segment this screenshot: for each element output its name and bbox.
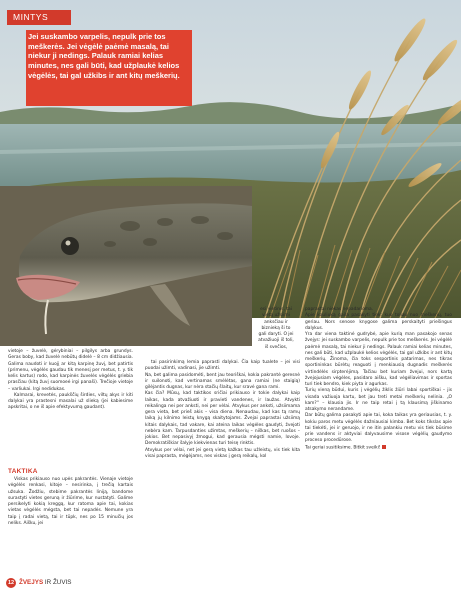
section-tag: MINTYS <box>7 10 71 25</box>
subheading-taktika: TAKTIKA <box>8 468 38 475</box>
text-column-left <box>8 349 133 412</box>
magazine-name <box>19 579 72 587</box>
intro-text: Jei suskambo varpelis, nepulk prie tos meškerės. Jei vėgėlė paėmė masalą, tai niekur ji nedings. Palauk ramiai kelias minutes, nes gali būti, kad užplaukė kelios vėgėlės, tai gal užkibs ir ant kitų meškerių. <box>28 32 180 80</box>
magazine-suffix: IR ŽUVIS <box>43 579 72 586</box>
article-end-mark <box>382 445 386 449</box>
text-column-right <box>305 307 452 451</box>
paragraph: paprastai niekas nepadarioma. Apie kauliuką gaila pasakyti tiek: kuo toliau nuo meškerių, tuo geriau. Nors senose knygose galima perskaityti priešingus dalykus. Yra dar viena taktinė gudrybė, apie kurią man pasakojo senas žvejys: jei suskambo varpelis, nepulk prie tos meškerės. Jei vėgėlė paėmė masalą, tai niekur ji nedings. Palauk ramiai kelias minutes, nes gali būti, kad užplaukė kelios vėgėlės, tai gal užkibs ir ant kitų meškerių. Žinoma, čia toks sesportinis patarimas, nes tikras sportininkas būrėtų reaguoti į menkiausią dugnadis meškerės virtindėlės sirpterėjimą. Tačiau bet kuriam žvejui, nors kartą žvejojusiam vėgėles, pasidaro aišku, kad vėgėliavimas ir sportas turi tiek bendro, kiek piyta ir agurkas. Turių vieną būdui, kuris į vėgėlių žiklis žiūri labai sportiškai – jis visada važiuoja kartu, bet jau treti metai meškerių nelinia. „O kam?“ – klausia jis. Ir ne taip retai į tą klausimą jiškinamo atsakymo nerandame. Dar būtų galima pasakyti apie tai, koka taikas yra geriausias, t. y. kokiu paros metu vėgėlės dažniausiai kimba. Bet koks tikslas apie tai tiekėti, jei ir geruojo, ir ne itin palankiu metu vis tiek būsime prie vandens ir aktyviai dalyvausime visose vėgėlių gaudymo proceso procedūrose. Tai geriai susitiksime. Bitkit sveiki! <box>305 307 452 450</box>
text-column-middle-top: esi vietinis, tai vietą užsiimi anksčiau ir biznieką ši to gali daryti. O jei atvažiuoji iš toli, iš svečios, <box>258 307 294 350</box>
burbot-fish-photo <box>0 186 252 346</box>
paragraph: tai pasirinkimą lemia paprasti dalykai. Čia kaip tualete – jei visi puodai užimti, vadinasi, jie užimti. Na, bet galima pasidomėti, bent jau teoriškai, kokia pakrantė geresnė ir suilonoti, kad vertinamas smėlėtas, gana ramiai (ne staigią) gilėjantis dugnas, kur nėra stačių šlaitų, kur sravė gana rami. Kas čia? Mūsų, kad taktikos sričiai prikiauso ir tokie dalykai kaip laikas, kada atvažiuoti ir pravieti vandenes, ir laužas. Atvykti reikalinga nei per anksti, nei per vėlai. Atvykus per anksti, užsiimama gera vieta, bet prieš akis – visa diena. Nenaudau, kad kas tą ramų laiką jų kilnimo leistų knygą skaitytojams. Žvejai paprastai užsiimą kitais dalykais, tad vakare, kai ateina laikas vėgėles gaudyti, žvejoti nebėra kam. Tarpusdanties užimtas, meškerių – niškas, bet ruošos – jokios. Bet nepasivyį žmogui, kad gerausia mėgsti namie, lovoje. Demokratiškiar šalyje kiekvienas turi teisę rinktis. Atvykus per vėlai, net jei gerą vietą kažkas tau užleistų, vis tiek kita visai paprasta, mėgėjams, nes viskas į gerą reikalų, kol <box>145 360 300 459</box>
text-column-middle <box>145 360 300 460</box>
magazine-brand: ŽVEJYS <box>19 579 44 586</box>
paragraph: Kalmarai, krevetės, paukščių širdies, viltų akys ir kiti dalykai yra prastesni masalai už slieką (jei kabiesime apskritai, o ne iš apie efektyvumą gaudant). <box>8 392 133 411</box>
text-column-left-lower <box>8 477 133 527</box>
paragraph: Viskas prikiauso nuo upės pakrantės. Vienaje vietoje vėgėlės renkasi, kitoje – nesirinka, į trečią kartais užsuka. Žodžiu, stebime pakrantės liniją, bandome surastyti vietes geruną ir žiūrime, kur nustatyti. Galime persikelyti kokią kreggą, kur ratoma apie tai, kokias vietas vėgėlės mėgsta, bet tai nepadės. Nemune yra taip į radai vietą, tai ir tūpk, nes po 15 minučių jos neliks. Aišku, jei <box>8 477 133 526</box>
page-number: 12 <box>7 580 15 586</box>
paragraph: vietoje – žuvelė, gėrybiniai – pilgilys arba grundys. Geras boby, kad žuvelė nebūtų didelė – 8 cm didžiausia. Galima naudoti ir kuojį ar kitą karpinę žuvį, bet patirtis (primenu, vėgėlės gaudau tik menesį per metus, t. y. tik kelis kartus) rodo, kad karpinės žuvelės vėgėlės griebia prasčiau (kitą žuvį suomoeė irgi panaši). Trečioje vietoje – varliukai. Irgi nedidukas. <box>8 349 133 392</box>
